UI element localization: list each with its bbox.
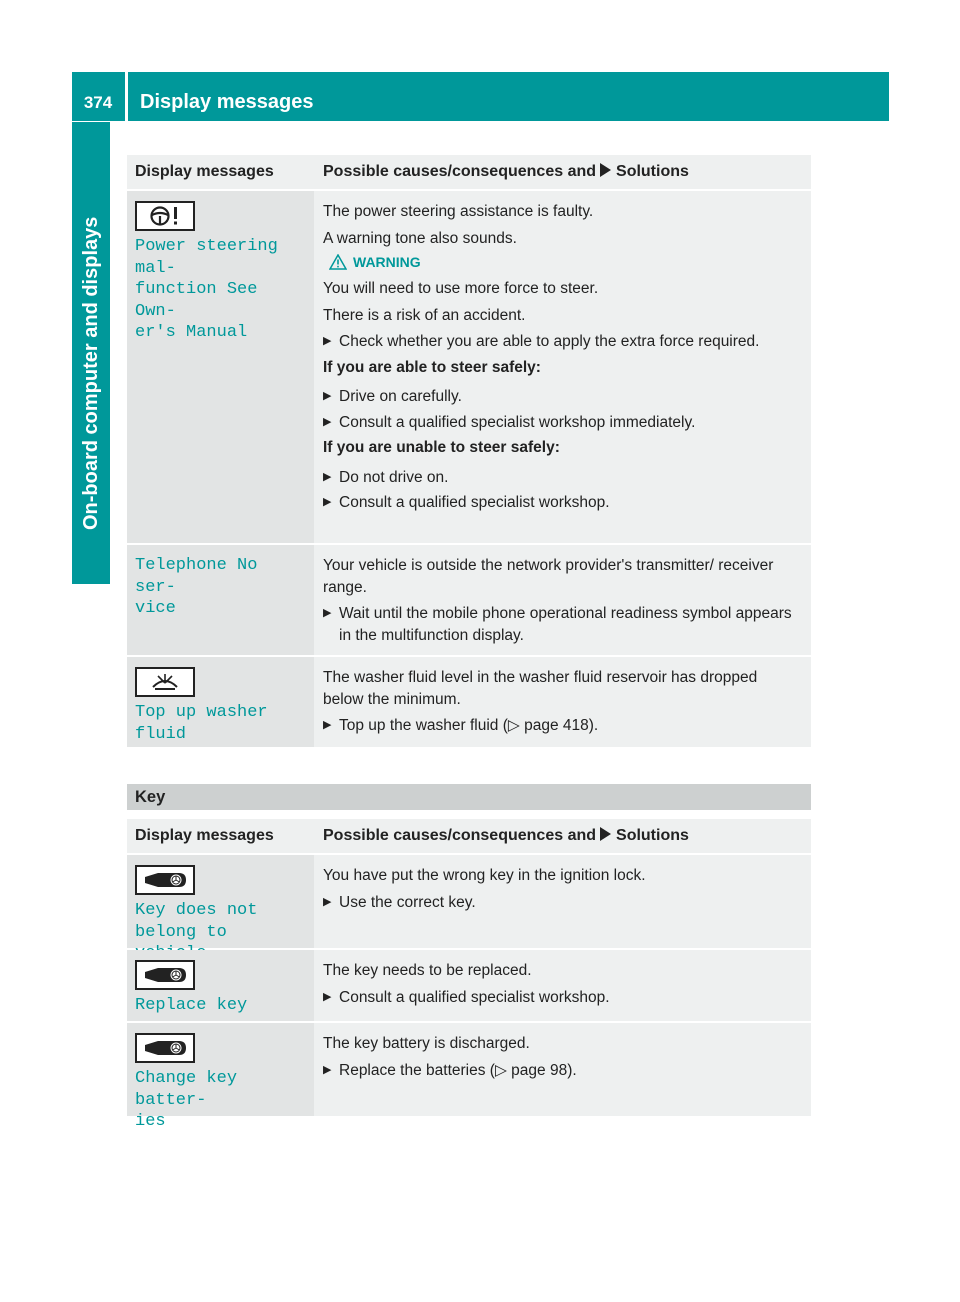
step-item: [323, 715, 801, 737]
warning-label: [323, 254, 801, 270]
subheading: If you are unable to steer safely:: [323, 439, 560, 456]
page-number: 374: [83, 93, 113, 112]
cause-text: You have put the wrong key in the ignition lock.: [323, 867, 646, 884]
message-cell: [127, 950, 314, 1021]
display-message-text: Telephone No ser- vice: [135, 556, 258, 618]
step-item: [323, 1060, 801, 1082]
washer-fluid-icon: [135, 667, 195, 697]
warning-line: There is a risk of an accident.: [323, 306, 526, 324]
table-row: [127, 950, 811, 1023]
display-message-text: Replace key: [135, 996, 248, 1015]
col-header-display-messages: Display messages: [127, 819, 314, 853]
step-item: [323, 987, 801, 1009]
message-cell: [127, 855, 314, 948]
arrow-icon: [600, 163, 611, 177]
step-item: [323, 467, 801, 489]
solution-cell: [314, 657, 811, 747]
table-row: [127, 855, 811, 950]
step-item: [323, 412, 801, 434]
section-bar: [127, 784, 811, 810]
table-row: [127, 1023, 811, 1131]
header-divider: [125, 72, 128, 121]
step-arrow-icon: ▶: [323, 415, 332, 428]
table-header-row: [127, 155, 811, 191]
message-cell: [127, 1023, 314, 1131]
step-arrow-icon: ▶: [323, 990, 332, 1003]
step-arrow-icon: ▶: [323, 895, 332, 908]
table-row: [127, 545, 811, 657]
solution-cell: [314, 855, 811, 948]
section-title: Key: [135, 788, 166, 806]
step-text: Consult a qualified specialist workshop.: [339, 988, 610, 1006]
warning-triangle-icon: [329, 254, 347, 270]
warning-line: You will need to use more force to steer.: [323, 280, 599, 297]
key-icon: [135, 960, 195, 990]
warning-text: WARNING: [353, 254, 421, 270]
cause-text: The washer fluid level in the washer fluid reservoir has dropped below the minimum.: [323, 669, 758, 708]
col-header-causes-text: Possible causes/consequences and: [323, 163, 597, 180]
display-message-text: Power steering mal- function See Own- er's Manual: [135, 237, 278, 342]
subheading: If you are able to steer safely:: [323, 358, 541, 376]
message-cell: [127, 545, 314, 655]
col-header-causes: [314, 155, 811, 189]
side-tab-label: On-board computer and displays: [80, 216, 102, 530]
table-header-row: [127, 819, 811, 855]
step-item: [323, 331, 801, 353]
step-item: [323, 892, 801, 914]
page-title: Display messages: [140, 91, 314, 113]
table-row: [127, 657, 811, 747]
step-text: Check whether you are able to apply the extra force required.: [339, 333, 760, 350]
step-text: Consult a qualified specialist workshop.: [339, 494, 610, 511]
display-message-text: Change key batter- ies: [135, 1069, 238, 1131]
col-header-causes: [314, 819, 811, 853]
col-header-causes-text: Possible causes/consequences and: [323, 827, 597, 844]
key-icon: [135, 1033, 195, 1063]
step-text: Replace the batteries (▷ page 98).: [339, 1061, 577, 1079]
key-icon: [135, 865, 195, 895]
solution-cell: [314, 1023, 811, 1116]
message-cell: [127, 657, 314, 747]
col-header-solutions-text: Solutions: [616, 827, 689, 844]
col-header-solutions-text: Solutions: [616, 163, 689, 180]
step-text: Top up the washer fluid (▷ page 418).: [339, 717, 599, 734]
cause-text: A warning tone also sounds.: [323, 229, 517, 247]
solution-cell: [314, 950, 811, 1021]
col-header-display-messages: Display messages: [127, 155, 314, 189]
cause-text: The key needs to be replaced.: [323, 962, 532, 979]
solution-cell: [314, 191, 811, 543]
step-item: [323, 492, 801, 514]
step-text: Do not drive on.: [339, 468, 449, 486]
step-text: Drive on carefully.: [339, 388, 462, 405]
step-text: Use the correct key.: [339, 893, 476, 911]
arrow-icon: [600, 827, 611, 841]
display-message-text: Top up washer fluid: [135, 703, 268, 744]
step-text: Wait until the mobile phone operational readiness symbol appears in the multifunction display.: [339, 605, 792, 644]
table-row: [127, 191, 811, 545]
step-item: [323, 386, 801, 408]
message-cell: [127, 191, 314, 543]
key-messages-table: [127, 819, 811, 1131]
steering-wheel-warning-icon: [135, 201, 195, 231]
step-arrow-icon: ▶: [323, 335, 332, 347]
step-item: [323, 603, 801, 646]
cause-text: The power steering assistance is faulty.: [323, 203, 594, 220]
step-arrow-icon: ▶: [323, 390, 332, 402]
step-arrow-icon: ▶: [323, 496, 332, 508]
step-arrow-icon: ▶: [323, 607, 332, 619]
step-arrow-icon: ▶: [323, 1063, 332, 1076]
step-arrow-icon: ▶: [323, 719, 332, 731]
solution-cell: [314, 545, 811, 655]
cause-text: The key battery is discharged.: [323, 1035, 530, 1052]
side-tab: [72, 122, 110, 584]
cause-text: Your vehicle is outside the network provider's transmitter/ receiver range.: [323, 557, 774, 596]
display-message-text: Key does not belong to: [135, 901, 258, 942]
display-messages-table: [127, 155, 811, 747]
step-arrow-icon: ▶: [323, 470, 332, 483]
step-text: Consult a qualified specialist workshop immediately.: [339, 413, 696, 431]
